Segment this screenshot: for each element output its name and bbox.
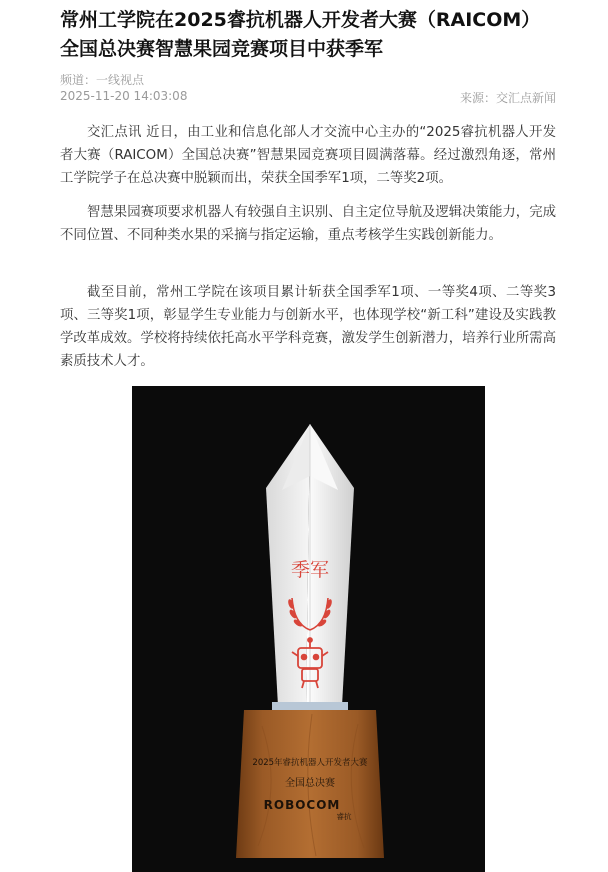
paragraph-3: 截至目前，常州工学院在该项目累计斩获全国季军1项、一等奖4项、二等奖3项、三等奖1项，彰显学生专业能力与创新水平，也体现学校“新工科”建设及实践教学改革成效。学校将持续依托高水平学科竞赛，激发学生创新潜力，培养行业所需高素质技术人才。 (60, 285, 556, 369)
source-label: 来源：交汇点新闻 (459, 91, 556, 105)
base-event-name: 2025年睿抗机器人开发者大赛 (252, 758, 368, 768)
article-title (60, 6, 560, 64)
paragraph-2: 智慧果园赛项要求机器人有较强自主识别、自主定位导航及逻辑决策能力，完成不同位置、不同种类水果的采摘与指定运输，重点考核学生实践创新能力。 (60, 205, 556, 243)
channel-label: 频道：一线视点 (60, 73, 145, 87)
paragraph-1: 交汇点讯 近日，由工业和信息化部人才交流中心主办的“2025睿抗机器人开发者大赛（RAICOM）全国总决赛”智慧果园竞赛项目圆满落幕。经过激烈角逐，常州工学院学子在总决赛中脱颖而出，荣获全国季军1项，二等奖2项。 (60, 125, 556, 186)
trophy-base (236, 710, 384, 858)
article-title-line1: 常州工学院在2025睿抗机器人开发者大赛（RAICOM） (60, 9, 541, 31)
article-title-line2: 全国总决赛智慧果园竞赛项目中获季军 (60, 38, 384, 60)
publish-datetime: 2025-11-20 14:03:08 (60, 89, 188, 103)
trophy-photo (132, 386, 485, 872)
base-event-stage: 全国总决赛 (285, 778, 335, 789)
trophy-rank-text: 季军 (290, 559, 330, 581)
trophy-illustration (132, 386, 485, 872)
robocom-logo-text: ROBOCOM (263, 798, 341, 812)
meta-row (60, 89, 556, 107)
robocom-logo-subtext: 睿抗 (336, 812, 352, 821)
